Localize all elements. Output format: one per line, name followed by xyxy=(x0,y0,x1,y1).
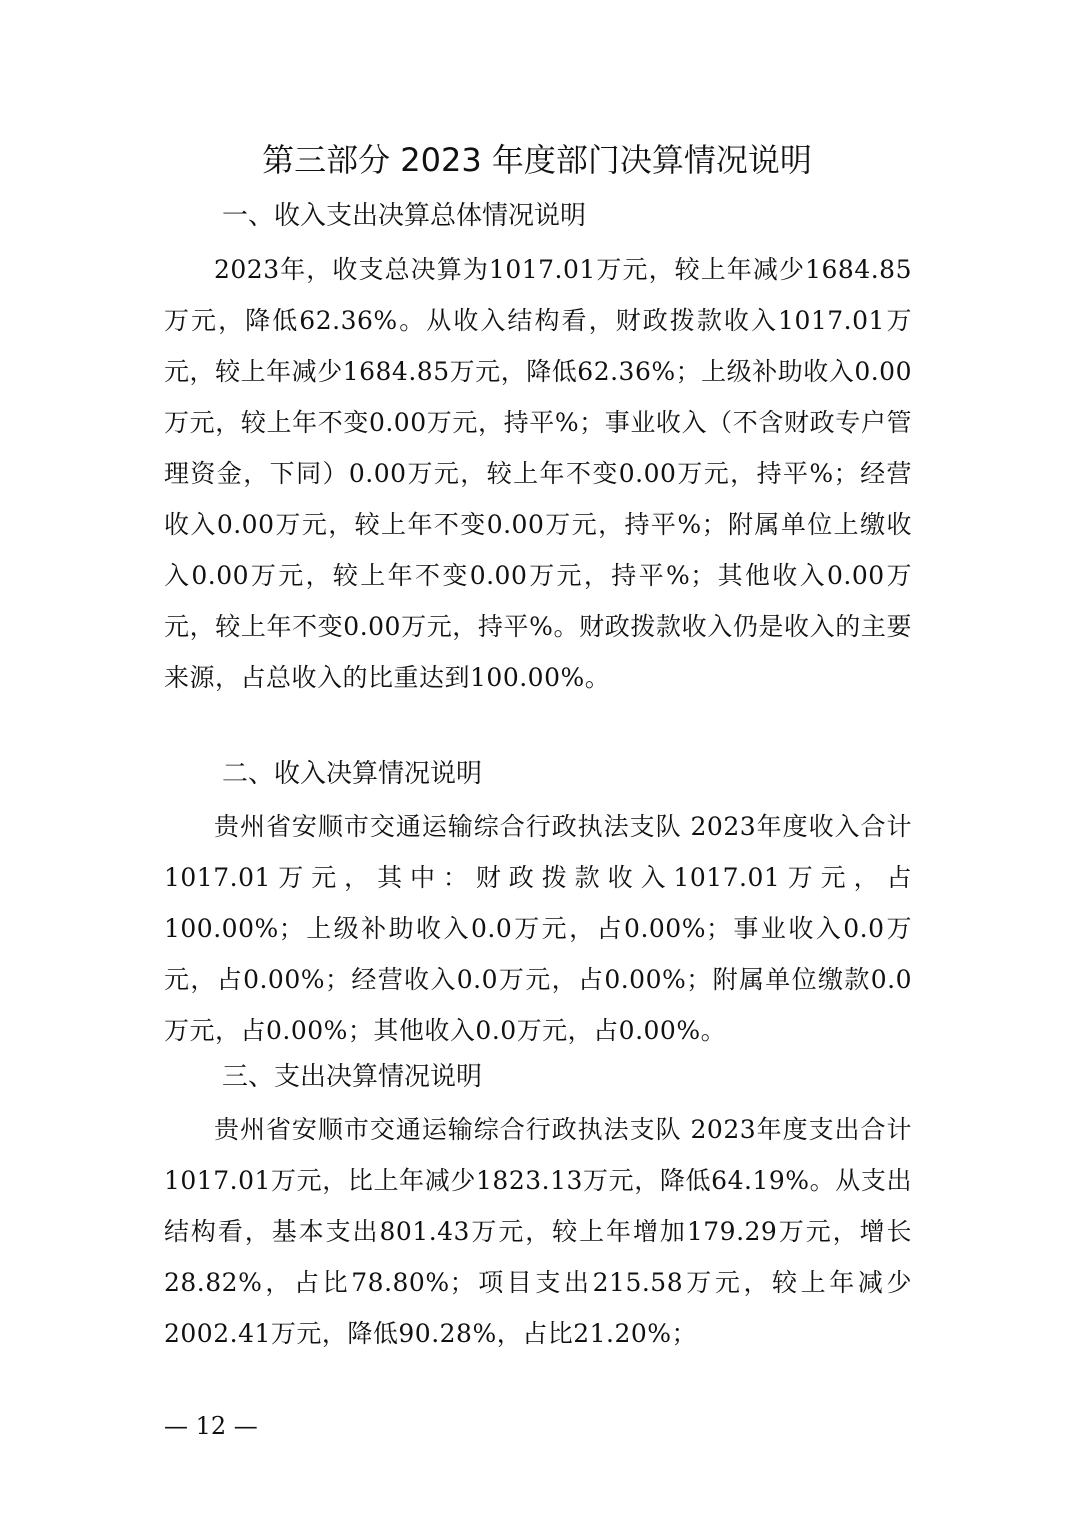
section-paragraph-3: 贵州省安顺市交通运输综合行政执法支队 2023年度支出合计1017.01万元，比上年减少1823.13万元，降低64.19%。从支出结构看，基本支出801.43万元，较上年增加179.29万元，增长28.82%，占比78.80%；项目支出215.58万元，较上年减少2002.41万元，降低90.28%，占比21.20%； xyxy=(164,1115,912,1348)
section-heading-2: 二、收入决算情况说明 xyxy=(222,759,483,789)
section-heading-3: 三、支出决算情况说明 xyxy=(222,1062,483,1092)
page-number: — 12 — xyxy=(164,1412,258,1440)
section-heading-1: 一、收入支出决算总体情况说明 xyxy=(222,201,587,231)
section-paragraph-1: 2023年，收支总决算为1017.01万元，较上年减少1684.85万元，降低62.36%。从收入结构看，财政拨款收入1017.01万元，较上年减少1684.85万元，降低62.36%；上级补助收入0.00万元，较上年不变0.00万元，持平%；事业收入（不含财政专户管理资金，下同）0.00万元，较上年不变0.00万元，持平%；经营收入0.00万元，较上年不变0.00万元，持平%；附属单位上缴收入0.00万元，较上年不变0.00万元，持平%；其他收入0.00万元，较上年不变0.00万元，持平%。财政拨款收入仍是收入的主要来源，占总收入的比重达到100.00%。 xyxy=(164,255,912,692)
section-paragraph-2: 贵州省安顺市交通运输综合行政执法支队 2023年度收入合计1017.01万元，其中：财政拨款收入1017.01万元，占100.00%；上级补助收入0.0万元，占0.00%；事业收入0.0万元，占0.00%；经营收入0.0万元，占0.00%；附属单位缴款0.0 万元，占0.00%；其他收入0.0万元，占0.00%。 xyxy=(164,812,912,1045)
page-title: 第三部分 2023 年度部门决算情况说明 xyxy=(262,141,812,179)
